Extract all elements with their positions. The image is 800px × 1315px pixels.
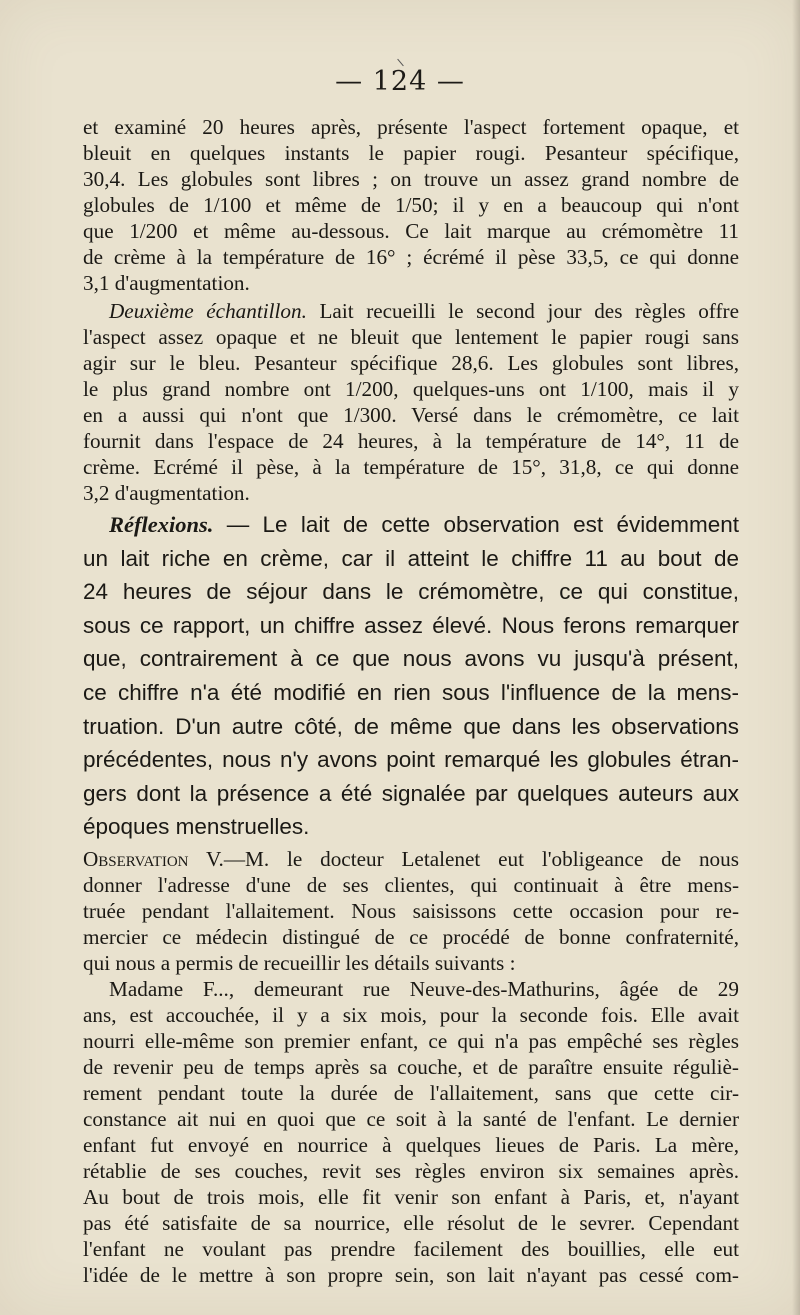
text-line: que 1/200 et même au-dessous. Ce lait marque au crémomètre 11 xyxy=(83,219,739,243)
text-line: fournit dans l'espace de 24 heures, à la température de 14°, 11 de xyxy=(83,429,739,453)
text-line: de revenir peu de temps après sa couche, et de paraître ensuite réguliè- xyxy=(83,1055,739,1079)
text-line xyxy=(83,846,739,872)
text-line: pas été satisfaite de sa nourrice, elle résolut de le sevrer. Cependant xyxy=(83,1211,739,1235)
text-line: le plus grand nombre ont 1/200, quelques-uns ont 1/100, mais il y xyxy=(83,377,739,401)
section-lead-italic: Réflexions. xyxy=(109,512,214,537)
text-line: truée pendant l'allaitement. Nous saisissons cette occasion pour re- xyxy=(83,899,739,923)
text-line: l'aspect assez opaque et ne bleuit que lentement le papier rougi sans xyxy=(83,325,739,349)
text-run: — Le lait de cette observation est évidemment xyxy=(213,512,739,537)
text-line xyxy=(83,508,739,542)
text-run: —M. le docteur Letalenet eut l'obligeance de nous xyxy=(223,847,739,871)
text-line: l'idée de le mettre à son propre sein, son lait n'ayant pas cessé com- xyxy=(83,1263,739,1287)
text-line: bleuit en quelques instants le papier rougi. Pesanteur spécifique, xyxy=(83,141,739,165)
text-line: crème. Ecrémé il pèse, à la température de 15°, 31,8, ce qui donne xyxy=(83,455,739,479)
text-line: enfant fut envoyé en nourrice à quelques lieues de Paris. La mère, xyxy=(83,1133,739,1157)
text-line: un lait riche en crème, car il atteint le chiffre 11 au bout de xyxy=(83,545,739,571)
text-line: époques menstruelles. xyxy=(83,814,310,840)
text-line: constance ait nui en quoi que ce soit à la santé de l'enfant. Le dernier xyxy=(83,1107,739,1131)
text-line: 30,4. Les globules sont libres ; on trouve un assez grand nombre de xyxy=(83,167,739,191)
text-line: Au bout de trois mois, elle fit venir son enfant à Paris, et, n'ayant xyxy=(83,1185,739,1209)
section-lead-italic: Deuxième échantillon. xyxy=(109,299,307,323)
text-line: nourri elle-même son premier enfant, ce qui n'a pas empêché ses règles xyxy=(83,1029,739,1053)
paragraph-observation-v xyxy=(83,846,739,976)
paragraph-reflexions xyxy=(83,508,739,844)
page-edge-shadow xyxy=(792,0,800,1315)
paragraph-1 xyxy=(83,114,739,296)
text-line: ans, est accouchée, il y a six mois, pour la seconde fois. Elle avait xyxy=(83,1003,739,1027)
text-line: l'enfant ne voulant pas prendre facilement des bouillies, elle eut xyxy=(83,1237,739,1261)
text-line: 24 heures de séjour dans le crémomètre, ce qui constitue, xyxy=(83,579,739,605)
text-line: qui nous a permis de recueillir les détails suivants : xyxy=(83,951,516,975)
text-line: que, contrairement à ce que nous avons vu jusqu'à présent, xyxy=(83,646,739,672)
text-line: 3,1 d'augmentation. xyxy=(83,271,250,295)
paragraph-madame-f xyxy=(83,976,739,1288)
text-line: truation. D'un autre côté, de même que dans les observations xyxy=(83,713,739,739)
text-line: donner l'adresse d'une de ses clientes, qui continuait à être mens- xyxy=(83,873,739,897)
text-line: et examiné 20 heures après, présente l'aspect fortement opaque, et xyxy=(83,115,739,139)
text-line: en a aussi qui n'ont que 1/300. Versé dans le crémomètre, ce lait xyxy=(83,403,739,427)
text-line: rétablie de ses couches, revit ses règles environ six semaines après. xyxy=(83,1159,739,1183)
page-number: — 124 — xyxy=(335,66,465,97)
text-line: sous ce rapport, un chiffre assez élevé. Nous ferons remarquer xyxy=(83,612,739,638)
observation-heading: Observation V. xyxy=(83,847,224,871)
text-line: globules de 1/100 et même de 1/50; il y en a beaucoup qui n'ont xyxy=(83,193,739,217)
text-line: de crème à la température de 16° ; écrémé il pèse 33,5, ce qui donne xyxy=(83,245,739,269)
text-line: gers dont la présence a été signalée par quelques auteurs aux xyxy=(83,780,739,806)
paragraph-deuxieme-echantillon xyxy=(83,298,739,506)
text-line: Madame F..., demeurant rue Neuve-des-Mathurins, âgée de 29 xyxy=(109,977,739,1001)
text-line: ce chiffre n'a été modifié en rien sous l'influence de la mens- xyxy=(83,679,739,705)
text-run: Lait recueilli le second jour des règles offre xyxy=(306,299,739,323)
text-line: mercier ce médecin distingué de ce procédé de bonne confraternité, xyxy=(83,925,739,949)
text-line: agir sur le bleu. Pesanteur spécifique 28,6. Les globules sont libres, xyxy=(83,351,739,375)
text-line: rement pendant toute la durée de l'allaitement, sans que cette cir- xyxy=(83,1081,739,1105)
text-line: précédentes, nous n'y avons point remarqué les globules étran- xyxy=(83,747,739,773)
text-line: 3,2 d'augmentation. xyxy=(83,481,250,505)
text-line xyxy=(83,298,739,324)
